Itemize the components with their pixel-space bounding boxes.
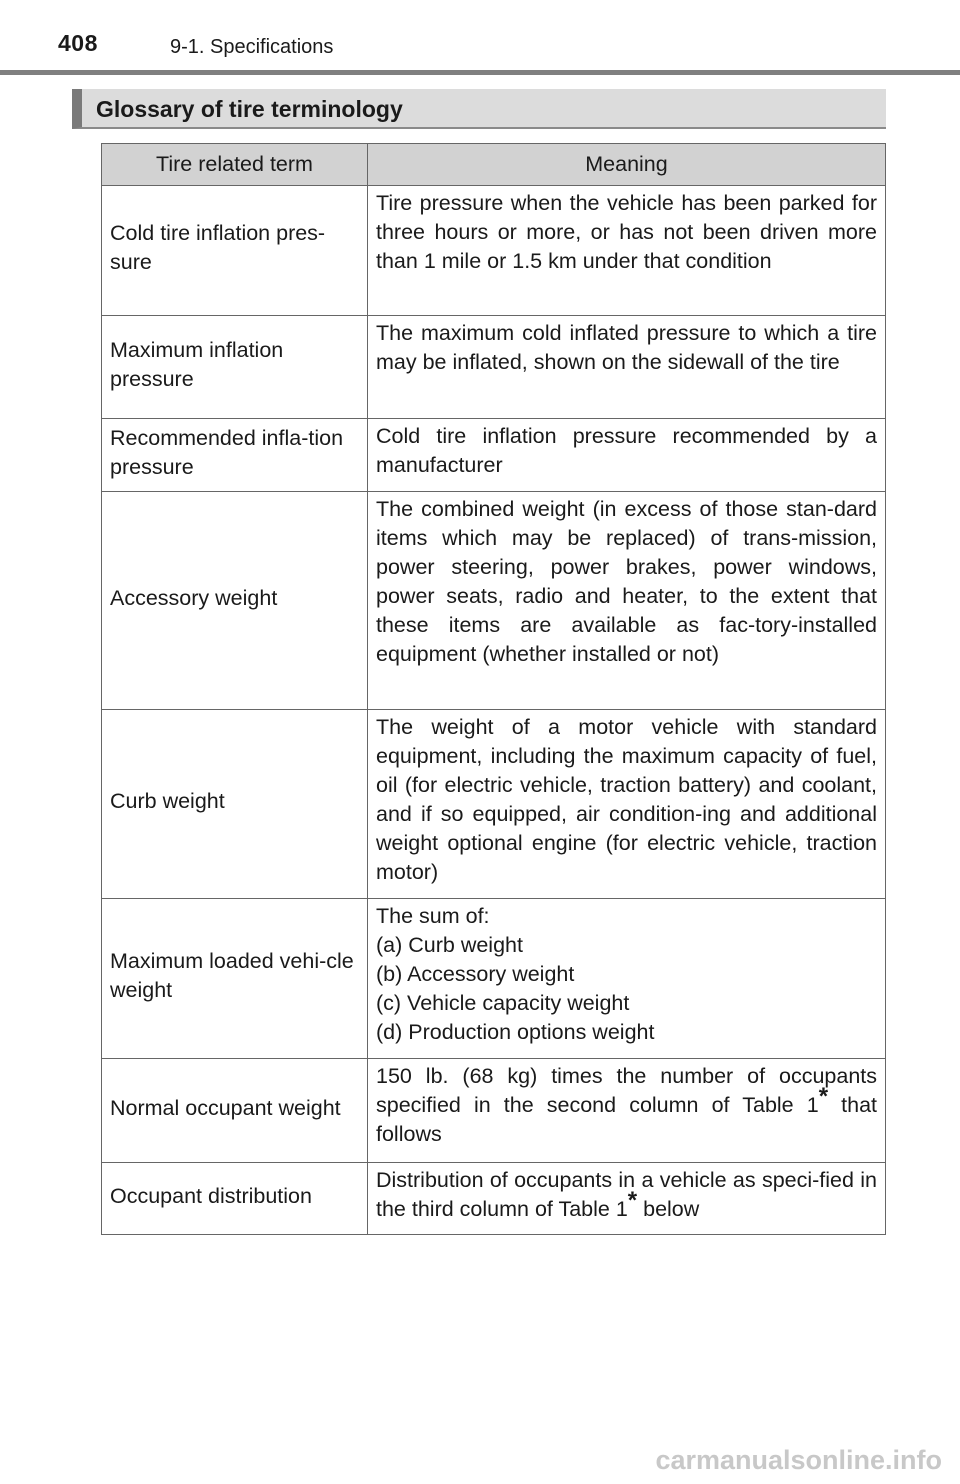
term-cell: Curb weight [102,710,368,899]
meaning-cell: Cold tire inflation pressure recommended by a manufacturer [368,419,886,492]
glossary-heading-bar [72,89,886,129]
table-row [102,186,886,316]
meaning-cell [368,1163,886,1235]
column-header-meaning: Meaning [368,144,886,186]
meaning-cell: Tire pressure when the vehicle has been parked for three hours or more, or has not been driven more than 1 mile or 1.5 km under that condition [368,186,886,316]
meaning-cell: The maximum cold inflated pressure to which a tire may be inflated, shown on the sidewall of the tire [368,316,886,419]
watermark: carmanualsonline.info [655,1445,942,1475]
meaning-text: Distribution of occupants in a vehicle as speci-fied in the third column of Table 1 [376,1168,877,1221]
table-row [102,316,886,419]
meaning-line: (b) Accessory weight [376,962,575,986]
term-cell: Cold tire inflation pres-sure [102,186,368,316]
table-row [102,710,886,899]
glossary-table [101,143,886,1235]
meaning-cell [368,1059,886,1163]
meaning-line: (d) Production options weight [376,1020,655,1044]
section-reference: 9-1. Specifications [170,36,334,58]
table-row [102,419,886,492]
table-row [102,1059,886,1163]
meaning-line: The sum of: [376,904,490,928]
table-row [102,492,886,710]
table-row [102,1163,886,1235]
term-cell: Normal occupant weight [102,1059,368,1163]
glossary-title: Glossary of tire terminology [96,96,403,122]
footnote-marker: * [818,1082,829,1110]
meaning-text: that follows [376,1093,878,1146]
term-cell: Recommended infla-tion pressure [102,419,368,492]
column-header-term: Tire related term [102,144,368,186]
meaning-cell: The combined weight (in excess of those stan-dard items which may be replaced) of trans-mission, power steering, power brakes, power windows, power seats, radio and heater, to the extent that these items are available as fac-tory-installed equipment (whether installed or not) [368,492,886,710]
meaning-cell: The weight of a motor vehicle with standard equipment, including the maximum capacity of fuel, oil (for electric vehicle, traction battery) and coolant, and if so equipped, air condition-ing and additional weight optional engine (for electric vehicle, traction motor) [368,710,886,899]
meaning-text: 150 lb. (68 kg) times the number of occupants specified in the second column of Table 1 [376,1064,877,1117]
page-number: 408 [58,30,98,56]
term-cell: Maximum inflation pressure [102,316,368,419]
header-rule [0,70,960,75]
meaning-cell [368,899,886,1059]
table-header-row [102,144,886,186]
meaning-line: (a) Curb weight [376,933,523,957]
term-cell: Maximum loaded vehi-cle weight [102,899,368,1059]
term-cell: Accessory weight [102,492,368,710]
footnote-marker: * [627,1186,638,1214]
table-row [102,899,886,1059]
meaning-line: (c) Vehicle capacity weight [376,991,630,1015]
term-cell: Occupant distribution [102,1163,368,1235]
meaning-text: below [637,1197,700,1221]
